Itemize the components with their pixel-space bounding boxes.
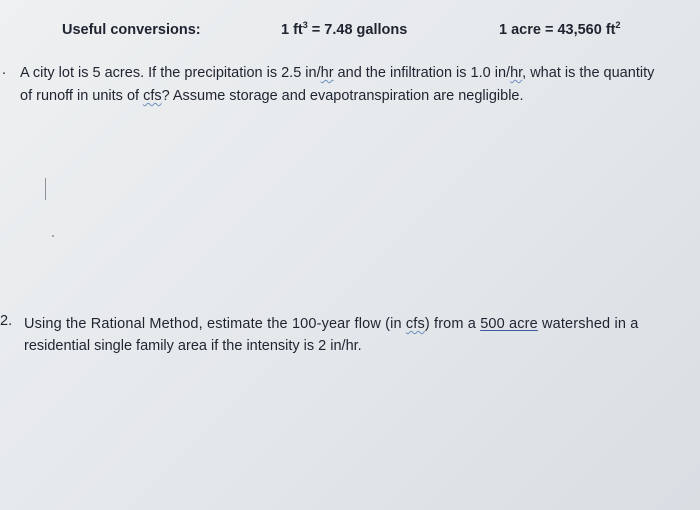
q2-l1-cfs: cfs (405, 316, 425, 332)
question-1-number: . (2, 62, 7, 78)
conversion-2-exponent: 2 (615, 20, 621, 30)
q1-l2-text-a: of runoff in units of (20, 88, 144, 104)
q2-l1-500-acre: 500 acre (480, 316, 538, 332)
pen-mark (45, 178, 46, 200)
question-1-line-2 (20, 85, 524, 107)
question-2-line-2: residential single family area if the intensity is 2 in/hr. (24, 338, 362, 354)
q1-l2-text-b: ? Assume storage and evapotranspiration are negligible. (161, 88, 524, 104)
question-2-number: 2. (0, 313, 13, 329)
conversion-cubic-feet-gallons (281, 22, 407, 38)
conversion-1-lhs: 1 ft (281, 22, 303, 38)
q1-l1-hr-b: hr (510, 65, 523, 81)
conversion-2-lhs: 1 acre = 43,560 ft (499, 22, 616, 38)
q2-l1-text-b: ) from a (424, 316, 481, 332)
conversion-acre-square-feet (499, 22, 621, 38)
question-1-line-1 (20, 62, 654, 84)
q1-l1-hr-a: hr (320, 65, 334, 81)
q1-l1-text-b: and the infiltration is 1.0 in/ (333, 65, 511, 81)
q1-l1-text-a: A city lot is 5 acres. If the precipitation is 2.5 in/ (20, 65, 321, 81)
pen-dot (52, 235, 54, 237)
conversion-1-rhs: = 7.48 gallons (307, 22, 408, 38)
q1-l1-text-c: , what is the quantity (522, 65, 655, 81)
conversion-1-exponent: 3 (302, 20, 308, 30)
question-2-line-1 (24, 313, 638, 335)
conversions-label: Useful conversions: (62, 22, 201, 38)
q1-l2-cfs: cfs (143, 88, 162, 104)
conversions-row (0, 22, 700, 44)
q2-l1-text-c: watershed in a (537, 316, 639, 332)
q2-l1-text-a: Using the Rational Method, estimate the 100-year flow (in (24, 316, 406, 332)
